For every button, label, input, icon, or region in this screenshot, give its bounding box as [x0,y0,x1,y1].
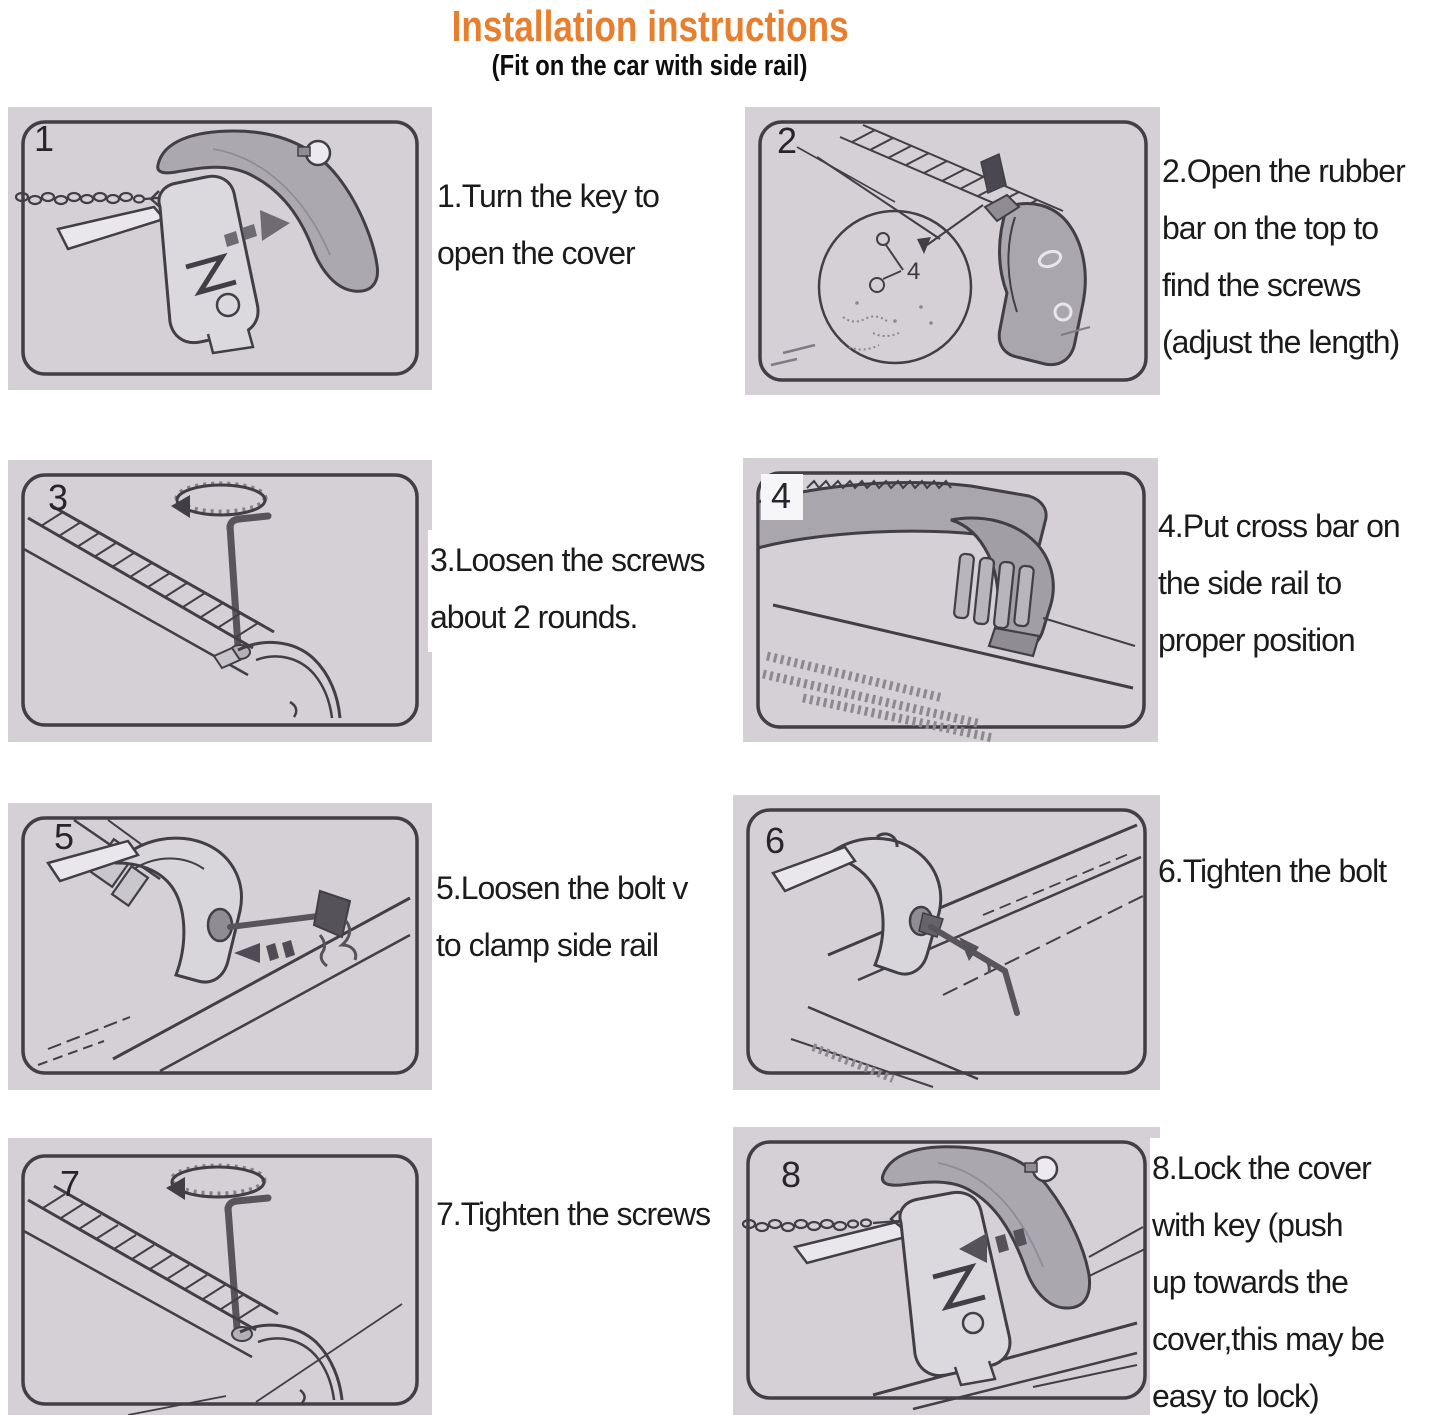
step-3-illustration [8,460,432,742]
caption-line: proper position [1158,622,1355,658]
step-6-panel [733,795,1160,1090]
step-3-caption [428,530,766,652]
key-chain-icon [16,193,168,204]
caption-line: 1.Turn the key to [437,178,659,214]
caption-line: to clamp side rail [436,927,659,963]
caption-line: 7.Tighten the screws [436,1196,711,1232]
caption-line: easy to lock) [1152,1378,1319,1414]
rotate-arrow-icon [171,484,265,518]
step-8-number: 8 [781,1154,802,1195]
step-5-caption [434,858,748,980]
caption-line: 5.Loosen the bolt v [436,870,688,906]
caption-line: find the screws [1162,267,1361,303]
step-6-caption [1158,843,1445,900]
step-7-number: 7 [60,1163,81,1204]
caption-line: (adjust the length) [1162,324,1400,360]
step-4-caption [1158,498,1445,669]
magnifier-circle-icon [819,211,971,363]
step-6-illustration [733,795,1160,1090]
step-1-caption [437,168,747,282]
step-3-panel [8,460,432,742]
caption-line: open the cover [437,235,635,271]
step-2-panel [745,107,1160,395]
step-4-illustration [743,458,1158,742]
magnifier-screw-label: 4 [907,258,921,285]
page-subtitle-text: (Fit on the car with side rail) [492,50,808,82]
rubber-end-icon [981,154,1006,193]
caption-line: 4.Put cross bar on [1158,508,1400,544]
direction-arrow-left-icon [234,940,295,963]
caption-line: the side rail to [1158,565,1342,601]
step-4-panel [743,458,1158,742]
step-1-illustration [8,107,432,390]
step-1-number: 1 [34,118,55,159]
step-4-number: 4 [761,474,803,520]
page-subtitle [0,50,1300,83]
step-1-panel [8,107,432,390]
allen-key-icon [919,913,1017,1013]
step-7-caption [434,1184,772,1249]
caption-line: 8.Lock the cover [1152,1150,1371,1186]
rotate-arrow-icon [166,1166,264,1200]
caption-line: with key (push [1152,1207,1343,1243]
step-2-number: 2 [777,120,798,161]
allen-key-icon [228,1198,268,1328]
step-5-number: 5 [54,816,75,857]
step-5-panel [8,803,432,1090]
caption-line: up towards the [1152,1264,1348,1300]
caption-line: 2.Open the rubber [1162,153,1405,189]
caption-line: about 2 rounds. [430,599,638,635]
step-8-caption [1150,1138,1445,1415]
caption-line: bar on the top to [1162,210,1379,246]
page-title-text: Installation instructions [451,2,849,51]
caption-line: 3.Loosen the screws [430,542,705,578]
caption-line: 6.Tighten the bolt [1158,853,1387,889]
step-2-illustration [745,107,1160,395]
step-2-caption [1162,143,1445,371]
step-3-number: 3 [48,477,69,518]
page-title [0,2,1300,52]
step-8-panel [733,1127,1160,1415]
step-6-number: 6 [765,820,786,861]
step-7-panel [8,1138,432,1415]
caption-line: cover,this may be [1152,1321,1384,1357]
